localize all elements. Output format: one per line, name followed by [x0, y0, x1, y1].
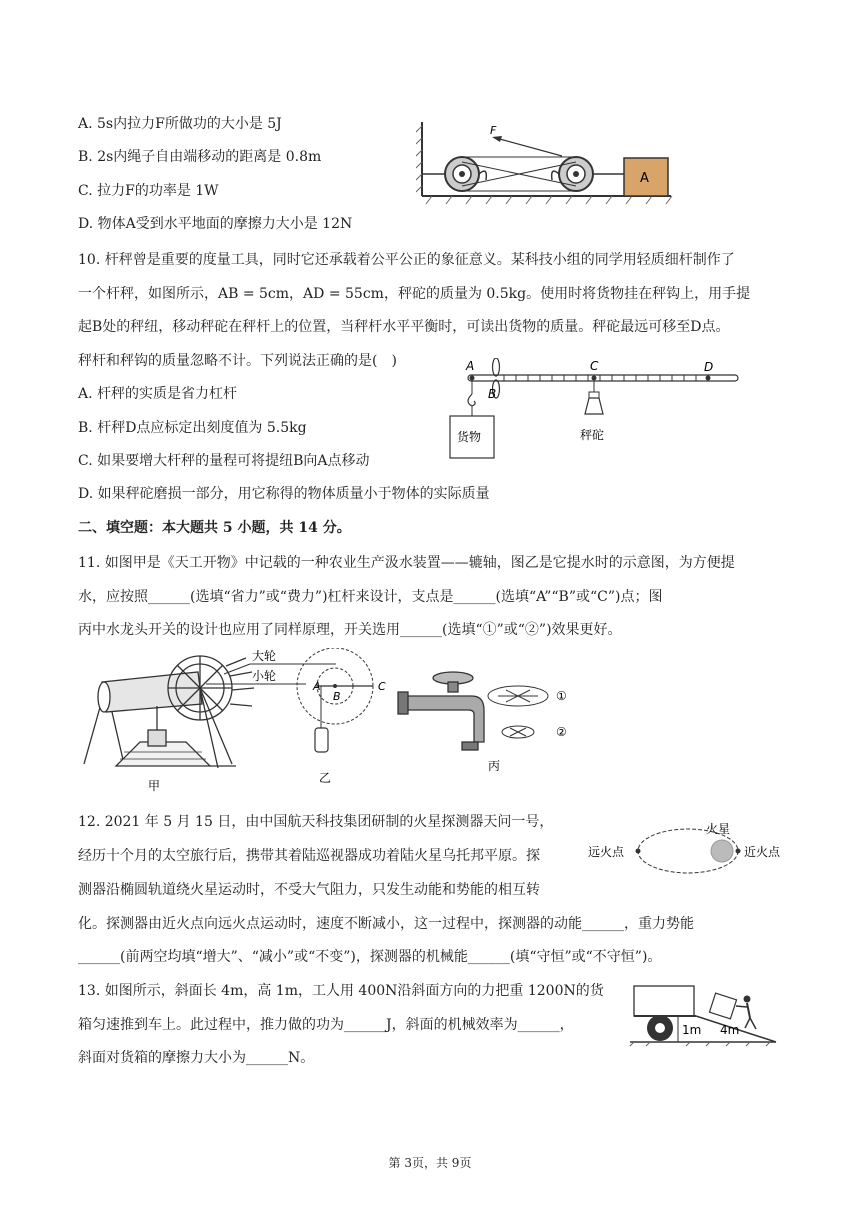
block-a-label: A [640, 171, 649, 186]
q10-stem-line-1: 10. 杆秤曾是重要的度量工具，同时它还承载着公平公正的象征意义。某科技小组的同学用轻质细杆制作了 [78, 252, 735, 268]
q11-stem-line-2: 水，应按照______(选填“省力”或“费力”)杠杆来设计，支点是______(选填“A”“B”或“C”)点；图 [78, 589, 663, 605]
q10-option-c: C. 如果要增大杆秤的量程可将提纽B向A点移动 [78, 453, 370, 469]
q12-stem-line-2: 经历十个月的太空旅行后，携带其着陆巡视器成功着陆火星乌托邦平原。探 [78, 848, 540, 864]
q10-stem-line-2: 一个杆秤，如图所示，AB = 5cm，AD = 55cm，秤砣的质量为 0.5kg。使用时将货物挂在秤钩上，用手提 [78, 286, 751, 302]
q12-stem-line-4: 化。探测器由近火点向远火点运动时，速度不断减小，这一过程中，探测器的动能______，重力势能 [78, 916, 694, 932]
q13-stem-line-3: 斜面对货箱的摩擦力大小为______N。 [78, 1050, 315, 1066]
point-d-label: D [704, 360, 714, 374]
q10-option-b: B. 杆秤D点应标定出刻度值为 5.5kg [78, 420, 307, 436]
q11-stem-line-3: 丙中水龙头开关的设计也应用了同样原理，开关选用______(选填“①”或“②”)效果更好。 [78, 622, 622, 638]
q13-stem-line-1: 13. 如图所示，斜面长 4m，高 1m，工人用 400N沿斜面方向的力把重 1200N的货 [78, 983, 604, 999]
pulley-figure [416, 122, 676, 208]
q9-option-a: A. 5s内拉力F所做功的大小是 5J [78, 116, 282, 132]
orbit-figure [586, 815, 806, 887]
length-label: 4m [720, 1023, 740, 1037]
q10-stem-line-4: 秤杆和秤钩的质量忽略不计。下列说法正确的是( ) [78, 353, 397, 369]
q11-stem-line-1: 11. 如图甲是《天工开物》中记载的一种农业生产汲水装置——辘轴，图乙是它提水时的示意图，为方便提 [78, 555, 735, 571]
big-wheel-label: 大轮 [252, 649, 277, 663]
fig-bing-label: 丙 [488, 759, 501, 773]
q12-stem-line-5: ______(前两空均填“增大”、“减小”或“不变”)，探测器的机械能______(填“守恒”或“不守恒”)。 [78, 949, 662, 965]
counterweight-label: 秤砣 [580, 428, 605, 442]
periapsis-label: 近火点 [744, 845, 781, 859]
goods-label: 货物 [457, 430, 482, 444]
point-a-label: A [466, 359, 475, 373]
q9-option-c: C. 拉力F的功率是 1W [78, 183, 219, 199]
point-c-label: C [590, 359, 599, 373]
mars-label: 火星 [706, 822, 731, 836]
yi-point-b: B [333, 690, 341, 703]
fig-jia-label: 甲 [148, 779, 161, 793]
q12-stem-line-1: 12. 2021 年 5 月 15 日，由中国航天科技集团研制的火星探测器天问一号， [78, 814, 554, 830]
force-label: F [490, 124, 497, 137]
q10-option-a: A. 杆秤的实质是省力杠杆 [78, 386, 238, 402]
yi-point-c: C [378, 680, 386, 693]
page-number-footer: 第 3页，共 9页 [388, 1156, 472, 1170]
height-label: 1m [682, 1023, 702, 1037]
q9-option-d: D. 物体A受到水平地面的摩擦力大小是 12N [78, 216, 353, 232]
option-1-label: ① [556, 689, 567, 703]
q10-option-d: D. 如果秤砣磨损一部分，用它称得的物体质量小于物体的实际质量 [78, 486, 490, 502]
incline-figure [626, 980, 780, 1048]
point-b-label: B [488, 387, 497, 401]
section-2-heading: 二、填空题：本大题共 5 小题，共 14 分。 [78, 520, 351, 536]
yi-point-a: A [313, 680, 321, 693]
q13-stem-line-2: 箱匀速推到车上。此过程中，推力做的功为______J，斜面的机械效率为______， [78, 1017, 574, 1033]
apoapsis-label: 远火点 [588, 845, 625, 859]
fig-yi-label: 乙 [319, 771, 332, 785]
q10-stem-line-3: 起B处的秤纽，移动秤砣在秤杆上的位置，当秤杆水平平衡时，可读出货物的质量。秤砣最远可移至D点。 [78, 319, 730, 335]
small-wheel-label: 小轮 [252, 669, 277, 683]
q12-stem-line-3: 测器沿椭圆轨道绕火星运动时，不受大气阻力，只发生动能和势能的相互转 [78, 882, 540, 898]
windlass-figure [76, 648, 596, 796]
option-2-label: ② [556, 725, 567, 739]
q9-option-b: B. 2s内绳子自由端移动的距离是 0.8m [78, 149, 322, 165]
steelyard-figure [444, 358, 744, 464]
